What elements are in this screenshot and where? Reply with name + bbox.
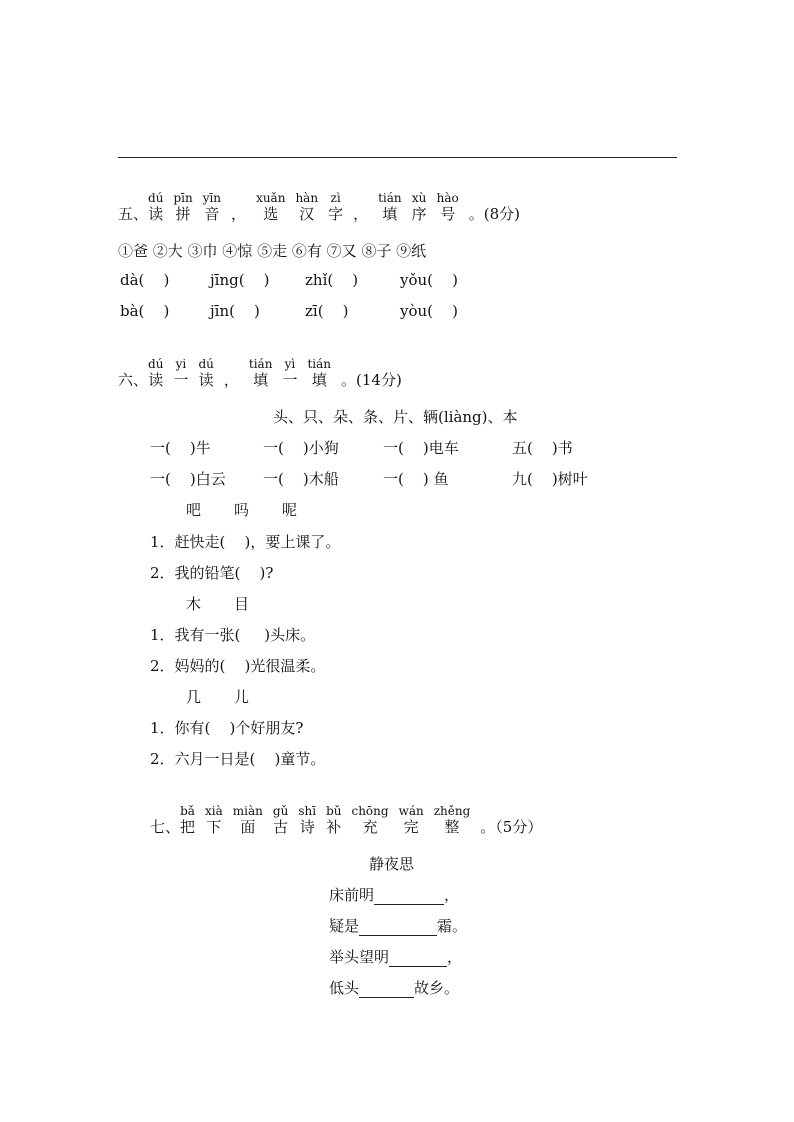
hanzi-text: 古: [273, 818, 289, 836]
section-score: 。(14分): [341, 371, 402, 389]
hanzi-text: 拼: [175, 205, 191, 223]
pinyin-text: miàn: [232, 804, 263, 818]
choice-word: 吧: [186, 501, 202, 519]
section5-row2-item: bà( ): [120, 302, 170, 320]
pinyin-text: chōng: [351, 804, 389, 818]
hanzi-text: 序: [411, 205, 427, 223]
hanzi-text: 汉: [299, 205, 315, 223]
pinyin-char: [180, 805, 195, 836]
section5-row2-item: jīn( ): [210, 302, 260, 320]
hanzi-text: 补: [326, 818, 342, 836]
choice-word: 吗: [234, 501, 250, 519]
pinyin-char: [249, 358, 273, 389]
pinyin-text: hào: [436, 191, 459, 205]
pinyin-text: gǔ: [272, 804, 289, 818]
answer-blank[interactable]: [389, 950, 447, 967]
pinyin-char: [203, 192, 221, 223]
pinyin-char: [148, 192, 163, 223]
section6-heading: [118, 358, 402, 389]
pinyin-text: wán: [398, 804, 424, 818]
pinyin-char: [351, 805, 388, 836]
pinyin-text: tián: [307, 357, 331, 371]
pinyin-text: xià: [205, 804, 223, 818]
pinyin-char: [231, 192, 246, 223]
section6-row2-item: 一( ) 鱼: [383, 470, 449, 488]
hanzi-text: 读: [148, 371, 164, 389]
pinyin-char: [205, 805, 223, 836]
section-score: 。(8分): [468, 205, 521, 223]
pinyin-char: [326, 805, 341, 836]
poem-line: [329, 946, 462, 967]
pinyin-text: dú: [148, 191, 164, 205]
section5-heading: [118, 192, 520, 223]
section6-row1-item: 五( )书: [512, 439, 573, 457]
pinyin-text: shī: [298, 804, 317, 818]
hanzi-text: 完: [403, 818, 419, 836]
pinyin-char: [412, 192, 427, 223]
poem-line-start: 疑是: [329, 917, 360, 935]
header-rule: [118, 157, 677, 158]
hanzi-text: ，: [223, 371, 239, 389]
section6-number: 六、: [118, 371, 149, 389]
pinyin-text: yì: [284, 357, 296, 371]
measure-words: 头、只、朵、条、片、辆(liàng)、本: [273, 408, 518, 426]
hanzi-text: 整: [444, 818, 460, 836]
pinyin-text: zhěng: [433, 804, 471, 818]
sentence-item: 1．赶快走( )，要上课了。: [150, 533, 341, 551]
pinyin-char: [173, 358, 188, 389]
pinyin-text: xuǎn: [256, 191, 286, 205]
pinyin-text: yīn: [202, 191, 222, 205]
hanzi-text: 音: [204, 205, 220, 223]
poem-line-start: 床前明: [329, 886, 375, 904]
hanzi-text: 号: [440, 205, 456, 223]
pinyin-text: bǔ: [326, 804, 342, 818]
poem-line-end: 霜。: [437, 917, 468, 935]
hanzi-text: 填: [382, 205, 398, 223]
poem-line: [329, 884, 459, 905]
hanzi-text: 读: [198, 371, 214, 389]
section5-row2-item: zī( ): [305, 302, 349, 320]
choice-word: 儿: [234, 688, 250, 706]
choice-word: 木: [186, 595, 202, 613]
hanzi-text: 填: [253, 371, 269, 389]
pinyin-text: dú: [198, 357, 214, 371]
pinyin-char: [353, 192, 368, 223]
pinyin-text: tián: [248, 357, 273, 371]
section7-number: 七、: [150, 818, 181, 836]
pinyin-char: [434, 805, 471, 836]
pinyin-char: [328, 192, 343, 223]
pinyin-char: [256, 192, 285, 223]
section5-number: 五、: [118, 205, 149, 223]
poem-line-end: ，: [444, 886, 460, 904]
sentence-item: 1．你有( )个好朋友?: [150, 719, 304, 737]
sentence-item: 1．我有一张( )头床。: [150, 626, 316, 644]
pinyin-char: [282, 358, 297, 389]
sentence-item: 2．六月一日是( )童节。: [150, 750, 326, 768]
answer-blank[interactable]: [359, 981, 414, 998]
pinyin-char: [307, 358, 331, 389]
hanzi-text: 读: [148, 205, 164, 223]
section5-row1-item: jīng( ): [210, 271, 270, 289]
pinyin-char: [437, 192, 459, 223]
hanzi-text: 一: [282, 371, 298, 389]
pinyin-char: [224, 358, 239, 389]
section6-row1-item: 一( )电车: [383, 439, 459, 457]
pinyin-char: [298, 805, 316, 836]
pinyin-char: [233, 805, 263, 836]
poem-line-start: 低头: [329, 979, 360, 997]
answer-blank[interactable]: [374, 888, 444, 905]
section5-row1-item: yǒu( ): [400, 271, 458, 289]
section6-row2-item: 九( )树叶: [512, 470, 588, 488]
pinyin-char: [273, 805, 288, 836]
section5-row2-item: yòu( ): [400, 302, 458, 320]
hanzi-text: 面: [240, 818, 256, 836]
section7-heading: [150, 805, 542, 836]
section5-options: ①爸 ②大 ③巾 ④惊 ⑤走 ⑥有 ⑦又 ⑧子 ⑨纸: [118, 242, 427, 260]
pinyin-char: [399, 805, 424, 836]
pinyin-text: yi: [175, 357, 187, 371]
pinyin-text: zì: [330, 191, 341, 205]
hanzi-text: 字: [328, 205, 344, 223]
pinyin-char: [295, 192, 318, 223]
hanzi-text: ，: [231, 205, 247, 223]
pinyin-char: [378, 192, 402, 223]
hanzi-text: ，: [353, 205, 369, 223]
poem-line: [329, 915, 467, 936]
section6-row2-item: 一( )白云: [150, 470, 226, 488]
poem-title: 静夜思: [369, 855, 415, 873]
hanzi-text: 下: [206, 818, 222, 836]
hanzi-text: 选: [263, 205, 279, 223]
section-score: 。（5分）: [480, 818, 543, 836]
choice-word: 目: [234, 595, 250, 613]
hanzi-text: 一: [173, 371, 189, 389]
sentence-item: 2．我的铅笔( )?: [150, 564, 274, 582]
pinyin-text: dú: [148, 357, 164, 371]
answer-blank[interactable]: [359, 919, 437, 936]
pinyin-char: [173, 192, 192, 223]
pinyin-text: hàn: [295, 191, 319, 205]
choice-word: 几: [186, 688, 202, 706]
sentence-item: 2．妈妈的( )光很温柔。: [150, 657, 326, 675]
hanzi-text: 填: [311, 371, 327, 389]
pinyin-text: bǎ: [180, 804, 195, 818]
section6-row1-item: 一( )牛: [150, 439, 211, 457]
poem-line: [329, 977, 459, 998]
pinyin-char: [198, 358, 213, 389]
section6-row2-item: 一( )木船: [263, 470, 339, 488]
pinyin-char: [148, 358, 163, 389]
poem-line-end: ，: [447, 948, 463, 966]
poem-line-end: 故乡。: [414, 979, 460, 997]
pinyin-text: xù: [411, 191, 427, 205]
pinyin-text: pīn: [173, 191, 193, 205]
pinyin-text: tián: [378, 191, 402, 205]
hanzi-text: 诗: [299, 818, 315, 836]
choice-word: 呢: [282, 501, 298, 519]
hanzi-text: 充: [362, 818, 378, 836]
section6-row1-item: 一( )小狗: [263, 439, 339, 457]
poem-line-start: 举头望明: [329, 948, 390, 966]
section5-row1-item: dà( ): [120, 271, 170, 289]
section5-row1-item: zhǐ( ): [305, 271, 359, 289]
hanzi-text: 把: [180, 818, 196, 836]
